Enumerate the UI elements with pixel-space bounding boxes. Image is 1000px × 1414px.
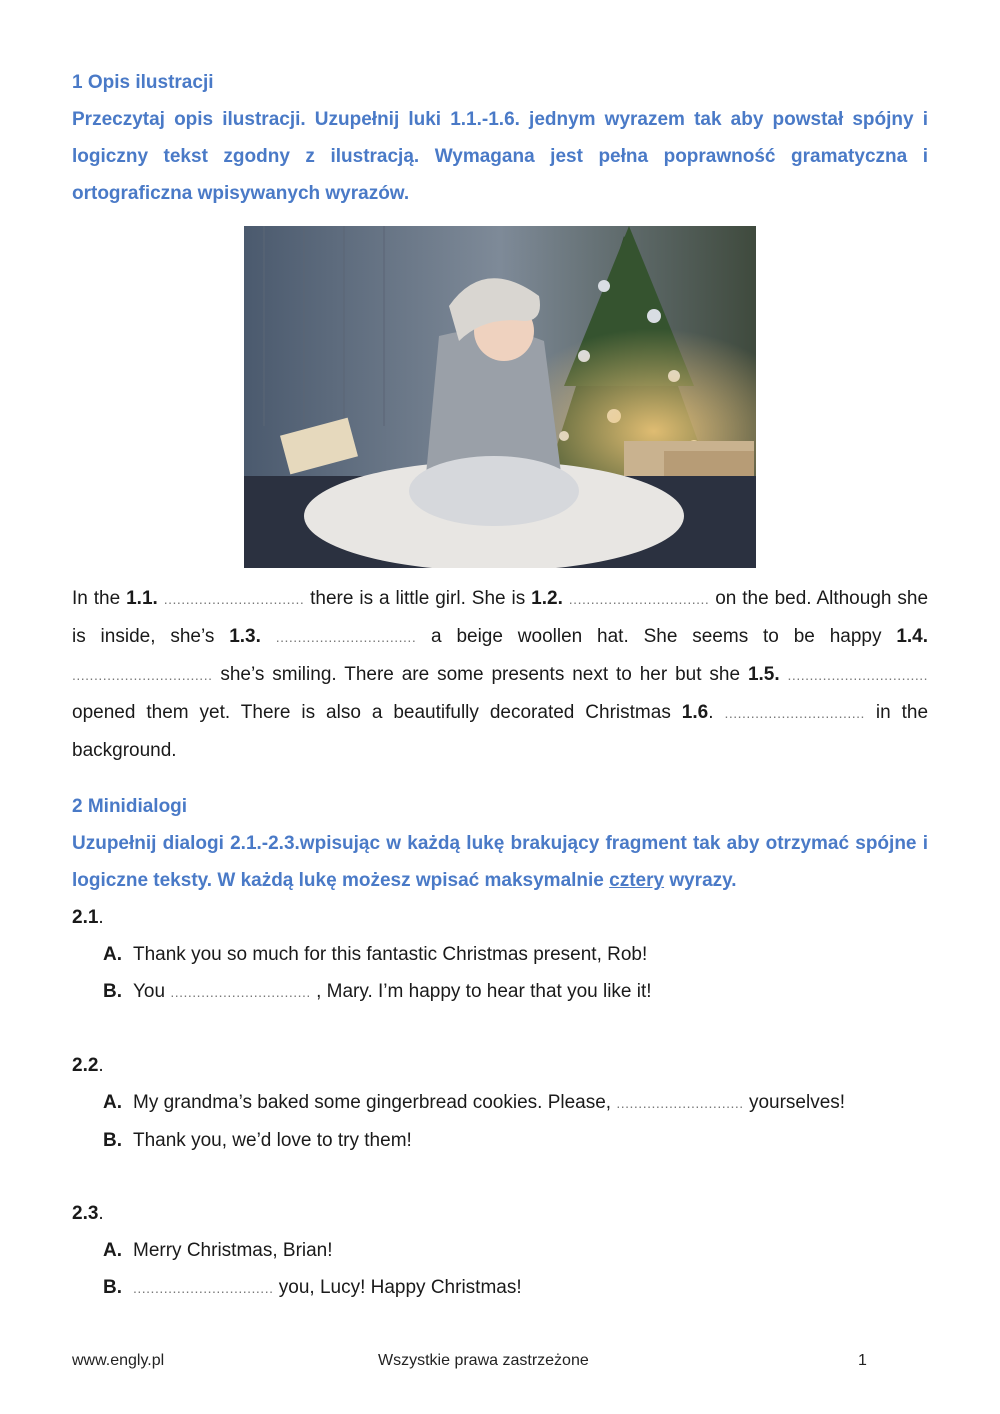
speaker-label: B. bbox=[103, 981, 122, 1002]
dialogue-2-1-number bbox=[72, 899, 928, 936]
footer-site-link[interactable]: www.engly.pl bbox=[72, 1352, 165, 1369]
gap-2-2[interactable]: ............................. bbox=[616, 1095, 744, 1111]
gap-1-4[interactable]: ................................ bbox=[72, 667, 213, 683]
text-segment: she’s smiling. There are some presents next to her but she bbox=[212, 664, 748, 685]
line-text: You bbox=[133, 981, 171, 1002]
dialogue-number-dot: . bbox=[98, 1055, 104, 1076]
dialogue-number-dot: . bbox=[98, 907, 104, 928]
text-segment: opened them yet. There is also a beautifully decorated Christmas bbox=[72, 702, 682, 723]
dialogue-2-1-line-b bbox=[72, 973, 928, 1011]
gap-number-1-5: 1.5. bbox=[747, 664, 780, 685]
gap-1-3[interactable]: ................................ bbox=[275, 629, 417, 645]
section-2-heading: 2 Minidialogi bbox=[72, 796, 188, 817]
gap-number-1-3: 1.3. bbox=[229, 626, 261, 647]
dialogue-2-2-line-b bbox=[72, 1122, 928, 1159]
gap-1-6[interactable]: ................................ bbox=[724, 705, 865, 721]
gap-1-1[interactable]: ................................ bbox=[163, 591, 305, 607]
dialogue-number: 2.1 bbox=[72, 907, 99, 928]
worksheet-page bbox=[72, 64, 928, 1307]
gap-2-1[interactable]: ................................ bbox=[170, 984, 311, 1000]
text-segment: there is a little girl. She is bbox=[304, 588, 532, 609]
section-2-instruction bbox=[72, 825, 928, 899]
line-text: Thank you so much for this fantastic Christmas present, Rob! bbox=[133, 944, 648, 965]
dialogue-number: 2.3 bbox=[72, 1203, 99, 1224]
text-segment: In the bbox=[72, 588, 127, 609]
speaker-label: B. bbox=[103, 1130, 122, 1151]
line-text: My grandma’s baked some gingerbread cookies. Please, bbox=[133, 1092, 617, 1113]
section-1-heading: 1 Opis ilustracji bbox=[72, 72, 214, 93]
spacer bbox=[72, 1011, 928, 1047]
section-1-instruction: Przeczytaj opis ilustracji. Uzupełnij luki 1.1.-1.6. jednym wyrazem tak aby powstał spójny i logiczny tekst zgodny z ilustracją. Wymagana jest pełna poprawność gramatyczna i ortograficzna wpisywanych wyrazów. bbox=[72, 109, 928, 204]
gap-number-1-1: 1.1. bbox=[126, 588, 158, 609]
speaker-label: A. bbox=[103, 944, 122, 965]
description-paragraph bbox=[72, 580, 928, 769]
dialogue-number-dot: . bbox=[98, 1203, 104, 1224]
dialogue-2-3-line-b bbox=[72, 1269, 928, 1307]
dialogue-2-1-line-a bbox=[72, 936, 928, 973]
dialogue-number: 2.2 bbox=[72, 1055, 99, 1076]
line-text: yourselves! bbox=[743, 1092, 846, 1113]
instruction-text: Uzupełnij dialogi 2.1.-2.3.wpisując w każdą lukę brakujący fragment tak aby otrzymać spójne i logiczne teksty. W każdą lukę możesz wpisać maksymalnie bbox=[72, 833, 928, 891]
dialogue-2-3-line-a bbox=[72, 1232, 928, 1269]
instruction-emphasis: cztery bbox=[609, 870, 665, 891]
speaker-label: A. bbox=[103, 1240, 122, 1261]
line-text: , Mary. I’m happy to hear that you like it! bbox=[310, 981, 652, 1002]
gap-number-1-6: 1.6 bbox=[681, 702, 709, 723]
text-segment: a beige woollen hat. She seems to be happy bbox=[416, 626, 897, 647]
text-segment: in the background. bbox=[72, 702, 929, 761]
instruction-text: wyrazy. bbox=[664, 870, 737, 891]
spacer bbox=[72, 1159, 928, 1195]
dialogue-2-2-line-a bbox=[72, 1084, 928, 1122]
footer-page-number: 1 bbox=[858, 1352, 867, 1369]
line-text: Merry Christmas, Brian! bbox=[133, 1240, 333, 1261]
speaker-label: B. bbox=[103, 1277, 122, 1298]
gap-1-2[interactable]: ................................ bbox=[568, 591, 710, 607]
gap-number-1-4: 1.4. bbox=[896, 626, 929, 647]
dialogue-2-2-number bbox=[72, 1047, 928, 1084]
footer-rights: Wszystkie prawa zastrzeżone bbox=[378, 1352, 589, 1369]
dialogue-2-3-number bbox=[72, 1195, 928, 1232]
gap-number-1-2: 1.2. bbox=[531, 588, 563, 609]
text-segment: . bbox=[708, 702, 725, 723]
gap-1-5[interactable]: ................................ bbox=[787, 667, 929, 683]
line-text: Thank you, we’d love to try them! bbox=[133, 1130, 412, 1151]
gap-2-3[interactable]: ................................ bbox=[133, 1280, 274, 1296]
text-segment: on the bed. Although she is inside, she’s bbox=[72, 588, 929, 647]
line-text: you, Lucy! Happy Christmas! bbox=[273, 1277, 522, 1298]
speaker-label: A. bbox=[103, 1092, 122, 1113]
illustration-photo bbox=[244, 226, 756, 568]
